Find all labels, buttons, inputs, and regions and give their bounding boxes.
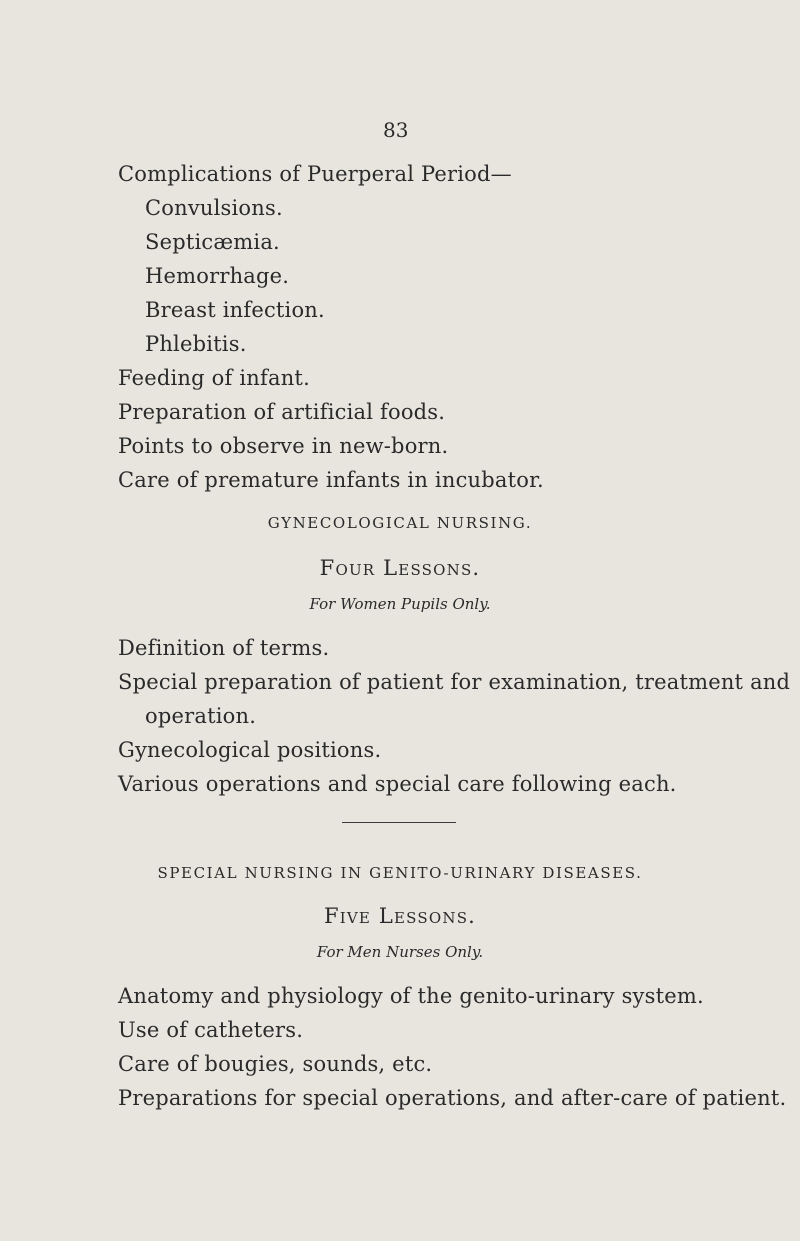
page-number: 83 — [383, 118, 409, 142]
infant-item: Preparation of artificial foods. — [118, 400, 446, 424]
infant-item: Feeding of infant. — [118, 366, 310, 390]
genito-urinary-item: Care of bougies, sounds, etc. — [118, 1052, 433, 1076]
infant-item: Care of premature infants in incubator. — [118, 468, 544, 492]
gynecological-item: Definition of terms. — [118, 636, 330, 660]
gynecological-lessons: Four Lessons. — [319, 556, 481, 580]
puerperal-item: Phlebitis. — [145, 332, 247, 356]
infant-item: Points to observe in new-born. — [118, 434, 449, 458]
gynecological-item: Various operations and special care following each. — [118, 772, 677, 796]
genito-urinary-heading: SPECIAL NURSING IN GENITO-URINARY DISEASES. — [157, 864, 643, 882]
gynecological-heading: GYNECOLOGICAL NURSING. — [267, 514, 533, 532]
gynecological-item: Special preparation of patient for examination, treatment and — [118, 670, 791, 694]
section-divider — [342, 822, 456, 823]
gynecological-item: operation. — [145, 704, 257, 728]
puerperal-item: Convulsions. — [145, 196, 283, 220]
genito-urinary-note: For Men Nurses Only. — [316, 943, 484, 961]
gynecological-note: For Women Pupils Only. — [309, 595, 491, 613]
genito-urinary-item: Anatomy and physiology of the genito-urinary system. — [118, 984, 704, 1008]
puerperal-heading: Complications of Puerperal Period— — [118, 162, 512, 186]
genito-urinary-lessons: Five Lessons. — [323, 904, 477, 928]
genito-urinary-item: Use of catheters. — [118, 1018, 304, 1042]
gynecological-item: Gynecological positions. — [118, 738, 382, 762]
genito-urinary-item: Preparations for special operations, and after-care of patient. — [118, 1086, 787, 1110]
puerperal-item: Septicæmia. — [145, 230, 280, 254]
puerperal-item: Hemorrhage. — [145, 264, 290, 288]
puerperal-item: Breast infection. — [145, 298, 325, 322]
